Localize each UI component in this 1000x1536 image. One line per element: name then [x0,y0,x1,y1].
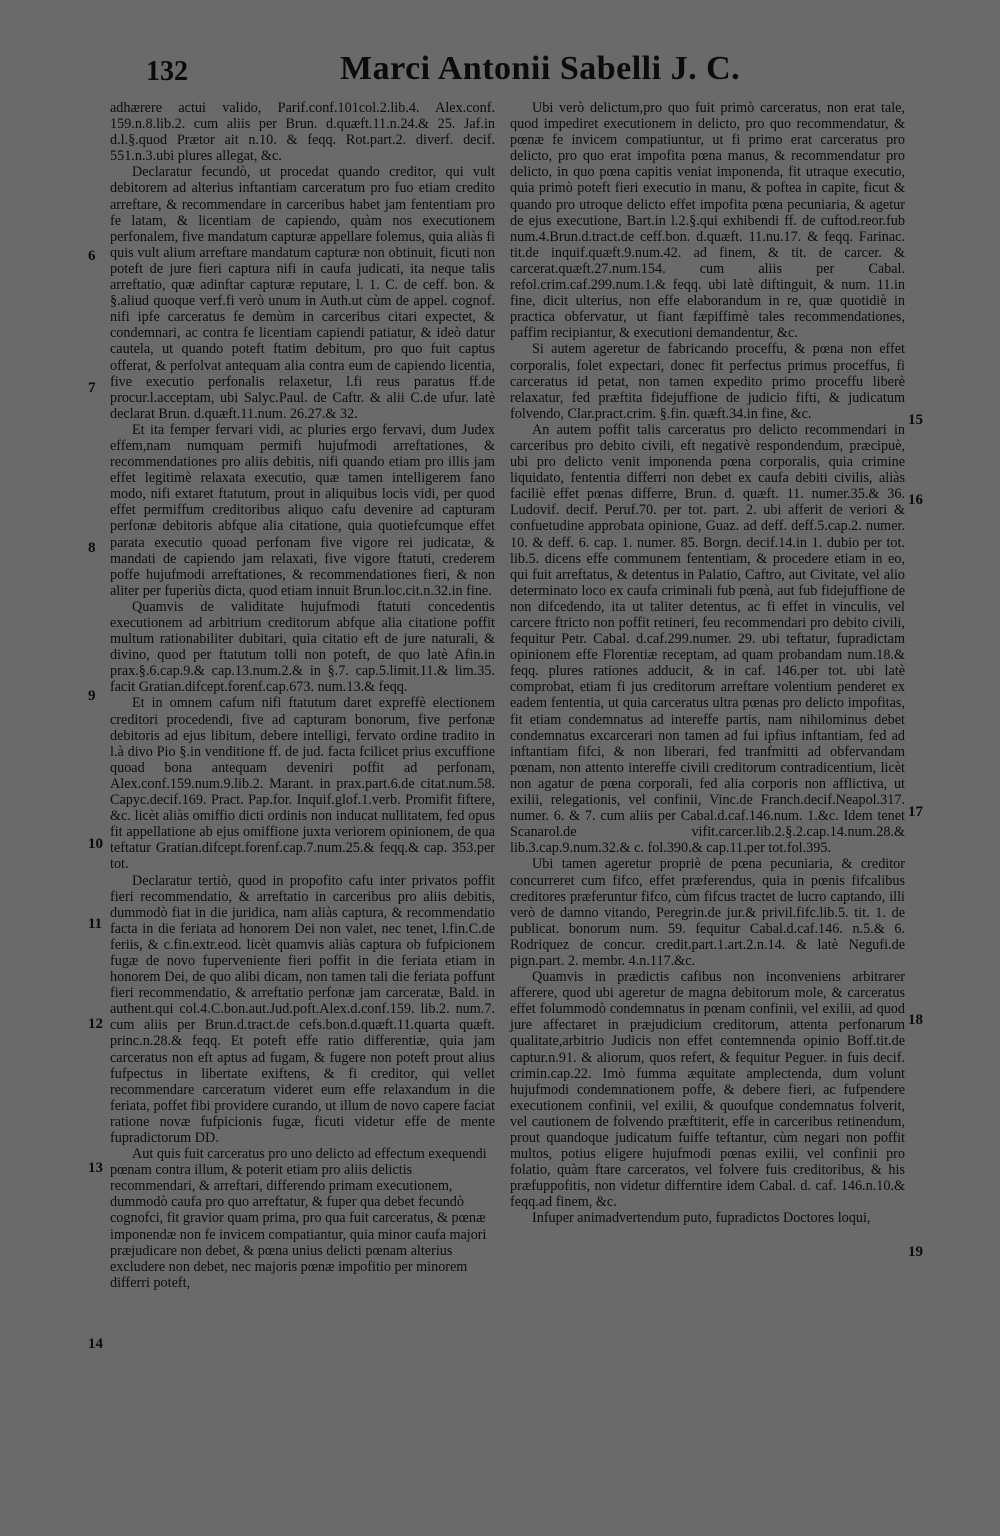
margin-number: 10 [88,836,103,852]
right-column [510,100,905,1227]
paragraph: Si autem ageretur de fabricando proceffu, & pœna non effet corporalis, folet expectari, donec fit perfectus primus proceffus, fi carceratus id petat, non tamen expedito primo proceffu liberè relaxatur, fed præftita fidejuffione de judicio fifti, & judicatum folvendo, Clar.pract.crim. §.fin. quæft.34.in fine, &c. [510,341,905,422]
margin-number: 8 [88,540,96,556]
paragraph: Et in omnem cafum nifi ftatutum daret expreffè electionem creditori procedendi, five ad capturam bonorum, five perfonæ debitoris ad ejus libitum, debere intelligi, fervato ordine tradito in l.à divo Pio §.in venditione ff. de jud. facta fcilicet prius excuffione quoad bona antequam deveniri poffit ad perfonam, Alex.conf.159.num.9.lib.2. Marant. in prax.part.6.de citat.num.58. Capyc.decif.169. Pract. Pap.for. Inquif.glof.1.verb. Promifit fiftere, &c. licèt aliàs omiffio dicti ordinis non inducat nullitatem, fed opus fit appellatione ab ejus omiffione juxta veriorem opinionem, de qua teftatur Gratian.difcept.forenf.cap.7.num.25.& feqq.& cap. 353.per tot. [110,695,495,873]
margin-number: 19 [908,1244,923,1260]
paragraph: Infuper animadvertendum puto, fupradictos Doctores loqui, [532,1210,871,1227]
margin-number: 6 [88,248,96,264]
margin-number: 9 [88,688,96,704]
margin-number: 17 [908,804,923,820]
running-title: Marci Antonii Sabelli J. C. [340,50,741,87]
paragraph: adhærere actui valido, Parif.conf.101col.2.lib.4. Alex.conf. 159.n.8.lib.2. cum aliis per Brun. d.quæft.11.n.24.& 25. Jaf.in d.l.§.quod Prætor ait n.10. & feqq. Rot.part.2. diverf. decif. 551.n.3.ubi plures allegat, &c. [110,100,495,165]
margin-number: 11 [88,916,103,932]
paragraph: Quamvis in prædictis cafibus non inconveniens arbitrarer afferere, quod ubi ageretur de magna debitorum mole, & carceratus effet folummodò condemnatus in pœnam confinii, vel exilii, ad quod jure affectaret in præjudicium creditorum, attenta perfonarum qualitate,arbitrio Judicis non effet contemnenda opinio Boff.tit.de captur.n.91. & aliorum, quos refert, & fequitur Peguer. in fuis decif. crimin.cap.22. Imò fumma æquitate amplectenda, dum volunt hujufmodi condemnationem poffe, & debere fieri, ac fufpendere executionem confinii, vel exilii, & quoufque condemnatus folverit, vel cautionem de folvendo præftiterit, effe in carceribus retinendum, prout quandoque judicatum fuiffe teftantur, cùm negari non poffit multos, potius eligere hujufmodi pœnas exilii, vel confinii pro folatio, quàm ftare carceratos, vel folvere fuis creditoribus, & his præfuppofitis, non videtur differntire idem Cabal. d. caf. 146.n.10.& feqq.ad finem, &c. [510,969,905,1211]
paragraph: Aut quis fuit carceratus pro uno delicto ad effectum exequendi pœnam contra illum, & poterit etiam pro aliis delictis recommendari, & arreftari, differendo primam executionem, dummodò caufa pro quo arreftatur, & fuper qua debet fecundò cognofci, fit gravior quam prima, pro qua fuit carceratus, & pœnæ imponendæ non fe invicem compatiantur, quia minor caufa majori præjudicare non debet, & pœna unius delicti pœnam alterius excludere non debet, nec majoris pœnæ impofitio per minorem differri poteft, [110,1146,487,1291]
page-header [110,50,910,100]
paragraph: An autem poffit talis carceratus pro delicto recommendari in carceribus pro debito civili, eft negativè respondendum, præcipuè, ubi pro delicto venit imponenda pœna corporalis, quia crimine liquidato, fententia differri non debet ex caufa debiti civilis, aliàs faciliè effet pœnas differre, Brun. d. quæft. 11. numer.35.& 36. Ludovif. decif. Peruf.70. per tot. part. 2. ubi afferit de veriori & confuetudine approbata opinione, Guaz. ad deff. deff.5.cap.2. numer. 10. & deff. 6. cap. 1. numer. 85. Borgn. decif.14.in 1. dubio per tot. lib.5. dicens effe communem fententiam, & procedere etiam in eo, qui fuit arreftatus, & detentus in Palatio, Caftro, aut Civitate, vel alio determinato loco ex caufa criminali fub pœnà, aut fub fidejuffione de non difcedendo, ita ut taliter detentus, ac fi effet in vinculis, vel carcere ftricto non poffit retineri, feu recommendari pro debito civili, fequitur Petr. Cabal. d.caf.299.numer. 29. ubi teftatur, fupradictam opinionem effe Florentiæ receptam, ad quam probandam num.18.& feqq. plures rationes adducit, & in caf. 146.per tot. ubi latè comprobat, etiam fi jus creditorum arreftare volentium penderet ex eadem fententia, ut quia carceratus ultra pœnas pro delicto impofitas, fit etiam condemnatus ad intereffe partis, nam nihilominus debet condemnatus excarcerari non tamen ad fui ipfius inftantiam, fed ad inftantiam fifci, & non liberari, fed tranfmitti ad obfervandam pœnam, non attento intereffe civili creditorum contradicentium, licèt non agatur de pœna corporali, fed alia corporis non afflictiva, ut exilii, relegationis, vel confinii, Vinc.de Franch.decif.Neapol.317. numer. 6. & 7. cum aliis per Cabal.d.caf.146.num. 1.&c. Idem tenet Scanarol.de vifit.carcer.lib.2.§.2.cap.14.num.28.& lib.3.cap.9.num.32.& c. fol.390.& cap.11.per tot.fol.395. [510,421,905,857]
paragraph: Declaratur tertiò, quod in propofito cafu inter privatos poffit fieri recommendatio, & arreftatio in carceribus pro aliis debitis, dummodò fiat in die juridica, nam aliàs captura, & recommendatio facta in die feriata ad honorem Dei non valet, nec tenet, l.fin.C.de feriis, & c.fin.extr.eod. licèt quamvis aliàs captura ob fufpicionem fugæ de novo fuperveniente fieri poffit in die feriata etiam in honorem Dei, de quo alibi dicam, non tamen tali die feriata poffunt fieri recommendatio, & arreftatio perfonæ jam carceratæ, Bald. in authent.qui col.4.C.bon.aut.Jud.poft.Alex.d.conf.159. lib.2. num.7. cum aliis per Brun.d.tract.de cefs.bon.d.quæft.11.quarta quæft. princ.n.28.& feqq. Et poteft effe ratio differentiæ, quia jam carceratus non eft aptus ad fugam, & fugere non poteft prout alius fufpectus in libertate exiftens, & fi creditor, qui vellet recommendare carceratum videret eum effe relaxandum in die feriata, poffet fibi providere curando, ut illum de novo capere faciat ratione novæ fufpicionis fugæ, ficuti videtur effe de mente fupradictorum DD. [110,872,495,1146]
page-number: 132 [146,56,188,87]
paragraph: Ubi tamen ageretur propriè de pœna pecuniaria, & creditor concurreret cum fifco, effet præferendus, quia in pœnis fifcalibus creditores præferuntur fifco, cùm fifcus tractet de lucro captando, illi verò de damno vitando, Peregrin.de jur.& privil.fifc.lib.5. tit. 1. de publicat. bonorum num. 59. fequitur Cabal.d.caf.146. n.5.& 6. Rodriquez de concur. credit.part.1.art.2.n.14. & latè Negufi.de pign.part. 2. membr. 4.n.117.&c. [510,856,905,969]
margin-number: 15 [908,412,923,428]
margin-number: 13 [88,1160,103,1176]
margin-number: 14 [88,1336,103,1352]
paragraph: Quamvis de validitate hujufmodi ftatuti concedentis executionem ad arbitrium creditorum abfque alia citatione poffit multum rationabiliter dubitari, quia citatio eft de jure naturali, & divino, quod per ftatutum tolli non poteft, de quo latè Afin.in prax.§.6.cap.9.& cap.13.num.2.& in §.7. cap.5.limit.11.& lim.35. facit Gratian.difcept.forenf.cap.673. num.13.& feqq. [110,598,495,696]
margin-number: 18 [908,1012,923,1028]
margin-number: 7 [88,380,96,396]
left-column [110,100,495,1291]
paragraph: Ubi verò delictum,pro quo fuit primò carceratus, non erat tale, quod impediret executionem in delicto, pro quo recommendatur, & pœnæ fe invicem compatiuntur, ut fi primo erat carceratus pro delicto, pro quo erat impofita pœna manus, & recommendatur pro delicto, in quo pœna capitis veniat imponenda, fit utraque executio, quia primò poteft fieri executio in manu, & poftea in capite, ficut & quando pro utroque delicto effet impofita pœna pecuniaria, & agetur de ejus executione, Bart.in l.2.§.qui exhibendi ff. de cuftod.reor.fub num.4.Brun.d.tract.de ceff.bon. d.quæft. 11.nu.17. & feqq. Farinac. tit.de inquif.quæft.9.num.42. ad finem, & tit. de carcer. & carcerat.quæft.27.num.154. cum aliis per Cabal. refol.crim.caf.299.num.1.& feqq. ubi latè diftinguit, & num. 11.in fine, dicit ulterius, non effe elaborandum in re, quæ quotidiè in practica obfervatur, ut fiant fæpiffimè tales recommendationes, paffim recipiantur, & executioni demandentur, &c. [510,100,905,342]
margin-number: 16 [908,492,923,508]
paragraph: Declaratur fecundò, ut procedat quando creditor, qui vult debitorem ad alterius inftantiam carceratum pro fuo etiam credito arreftare, & recommendare in carceribus habet jam fententiam pro fe latam, & licentiam de capiendo, quàm nos executionem perfonalem, five mandatum capturæ appellare folemus, quia aliàs fi quis vult alium arreftare mandatum capturæ non obtinuit, ficuti non poteft de jure fieri captura nifi in caufa judicati, ita neque talis arreftatio, quæ adinftar capturæ reputare, l. 1. C. de ceff. bon. & §.aliud quoque verf.fi verò unum in Auth.ut cùm de appel. cognof. nifi ipfe carceratus fe demùm in carceribus citari expectet, & condemnari, ac contra fe licentiam capiendi patiatur, & ideò datur cautela, ut quando poteft ftatim debitum, pro quo fuit captus offerat, & perfolvat antequam alia contra eum de capiendo licentia, five executio perfonalis relaxetur, l.fi reus paratus ff.de procur.l.acceptam, ubi Salyc.Paul. de Caftr. & alii C.de ufur. latè declarat Brun. d.quæft.11.num. 26.27.& 32. [110,164,495,422]
paragraph: Et ita femper fervari vidi, ac pluries ergo fervavi, dum Judex effem,nam numquam permifi hujufmodi arreftationes, & recommendationes pro aliis debitis, nifi quando etiam pro illis jam effet legitimè relaxata executio, quæ tamen intelligerem fano modo, nifi extaret ftatutum, prout in aliquibus locis vidi, per quod effet permiffum creditoribus aliquo cafu devenire ad capturam perfonæ debitoris abfque alia citatione, quia quotiefcumque effet parata executio quoad perfonam five vigore rei judicatæ, & mandati de capiendo jam relaxati, five vigore ftatuti, crederem poffe hujufmodi arreftationes, & recommendationes fieri, & non aliter per fuperiùs dicta, quod etiam innuit Brun.loc.cit.n.32.in fine. [110,421,495,599]
margin-number: 12 [88,1016,103,1032]
